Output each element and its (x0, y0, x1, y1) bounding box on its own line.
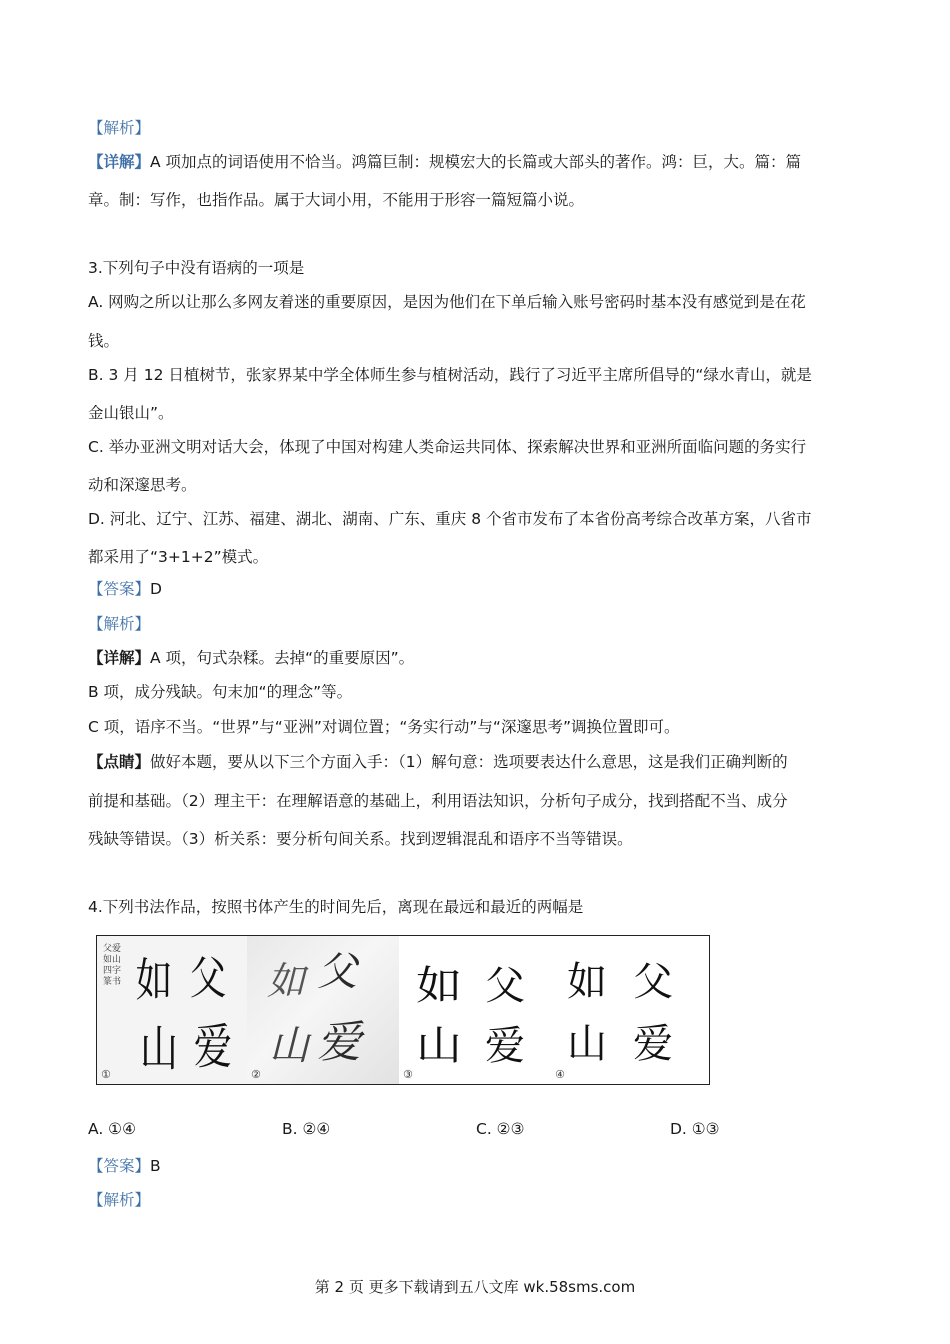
q3-detail-line-3: C 项，语序不当。“世界”与“亚洲”对调位置；“务实行动”与“深邃思考”调换位置即可。 (88, 718, 680, 736)
calligraphy-panel-1 (97, 936, 248, 1084)
panel-1-side-note: 父爱如山 四字篆书 (103, 944, 122, 987)
q3-tip-line-1 (88, 752, 868, 772)
panel-4-char-shan: 山 (567, 1021, 607, 1067)
q3-detail-line-2: B 项，成分残缺。句末加“的理念”等。 (88, 683, 353, 701)
panel-2-char-ru: 如 (267, 959, 306, 1003)
panel-3-char-shan: 山 (416, 1023, 462, 1069)
panel-1-char-ru: 如 (135, 953, 173, 1007)
q2-analysis-tag: 【解析】 (88, 119, 151, 137)
calligraphy-panel-4 (551, 936, 709, 1084)
panel-1-number: ① (101, 1068, 111, 1081)
calligraphy-panel-2 (247, 936, 400, 1084)
q3-option-b-line1: B. 3 月 12 日植树节，张家界某中学全体师生参与植树活动，践行了习近平主席所倡导的“绿水青山，就是 (88, 366, 812, 384)
q3-tip-line-2: 前提和基础。（2）理主干：在理解语意的基础上，利用语法知识，分析句子成分，找到搭配不当、成分 (88, 792, 788, 810)
q3-option-c-line1: C. 举办亚洲文明对话大会，体现了中国对构建人类命运共同体、探索解决世界和亚洲所面临问题的务实行 (88, 438, 807, 456)
q3-option-a-line2: 钱。 (88, 332, 120, 350)
q4-option-d: D. ①③ (670, 1120, 720, 1138)
q3-analysis-tag: 【解析】 (88, 615, 151, 633)
panel-1-char-fu: 父 (189, 951, 227, 1005)
q4-answer (88, 1156, 868, 1176)
q2-detail-tag: 【详解】 (88, 153, 151, 171)
panel-3-char-ai: 爱 (485, 1023, 525, 1069)
q3-option-d-line2: 都采用了“3+1+2”模式。 (88, 548, 269, 566)
q2-detail-line-2: 章。制：写作，也指作品。属于大词小用，不能用于形容一篇短篇小说。 (88, 191, 585, 209)
q2-detail-text: A 项加点的词语使用不恰当。鸿篇巨制：规模宏大的长篇或大部头的著作。鸿：巨，大。篇：篇 (150, 153, 802, 171)
panel-2-char-shan: 山 (269, 1023, 309, 1069)
q4-answer-value: B (150, 1157, 161, 1175)
calligraphy-panel-3 (399, 936, 552, 1084)
q3-option-a-line1: A. 网购之所以让那么多网友着迷的重要原因，是因为他们在下单后输入账号密码时基本没有感觉到是在花 (88, 293, 806, 311)
q3-answer (88, 579, 868, 599)
panel-3-number: ③ (403, 1068, 413, 1081)
panel-2-char-fu: 父 (317, 949, 357, 995)
q3-tip-text: 做好本题，要从以下三个方面入手：（1）解句意：选项要表达什么意思，这是我们正确判断的 (150, 753, 788, 771)
q4-options (88, 1120, 788, 1142)
q2-detail-line-1 (88, 152, 868, 172)
q4-option-c: C. ②③ (476, 1120, 525, 1138)
panel-4-char-ai: 爱 (633, 1021, 673, 1067)
panel-3-char-fu: 父 (485, 963, 525, 1009)
q3-tip-tag: 【点睛】 (88, 753, 151, 771)
q4-answer-tag: 【答案】 (88, 1157, 151, 1175)
q3-stem: 3.下列句子中没有语病的一项是 (88, 259, 305, 277)
page-footer: 第 2 页 更多下载请到五八文库 wk.58sms.com (314, 1278, 636, 1296)
panel-4-number: ④ (555, 1068, 565, 1081)
q3-detail-line-1 (88, 648, 868, 668)
q4-option-a: A. ①④ (88, 1120, 136, 1138)
q3-option-b-line2: 金山银山”。 (88, 404, 174, 422)
q4-analysis-tag: 【解析】 (88, 1191, 151, 1209)
panel-2-char-ai: 爱 (317, 1017, 361, 1068)
q3-detail-text: A 项，句式杂糅。去掉“的重要原因”。 (150, 649, 415, 667)
panel-4-char-ru: 如 (567, 959, 607, 1005)
q3-answer-tag: 【答案】 (88, 580, 151, 598)
q3-tip-line-3: 残缺等错误。（3）析关系：要分析句间关系。找到逻辑混乱和语序不当等错误。 (88, 830, 633, 848)
panel-3-char-ru: 如 (416, 963, 462, 1009)
calligraphy-figure (96, 935, 710, 1085)
q3-detail-tag: 【详解】 (88, 649, 151, 667)
q4-option-b: B. ②④ (282, 1120, 331, 1138)
panel-1-char-shan: 山 (139, 1021, 179, 1077)
panel-1-char-ai: 爱 (193, 1019, 233, 1075)
q3-option-d-line1: D. 河北、辽宁、江苏、福建、湖北、湖南、广东、重庆 8 个省市发布了本省份高考综合改革方案，八省市 (88, 510, 812, 528)
panel-2-number: ② (251, 1068, 261, 1081)
q4-stem: 4.下列书法作品，按照书体产生的时间先后，离现在最远和最近的两幅是 (88, 898, 584, 916)
q3-option-c-line2: 动和深邃思考。 (88, 476, 197, 494)
q3-answer-value: D (150, 580, 162, 598)
panel-4-char-fu: 父 (633, 959, 673, 1005)
